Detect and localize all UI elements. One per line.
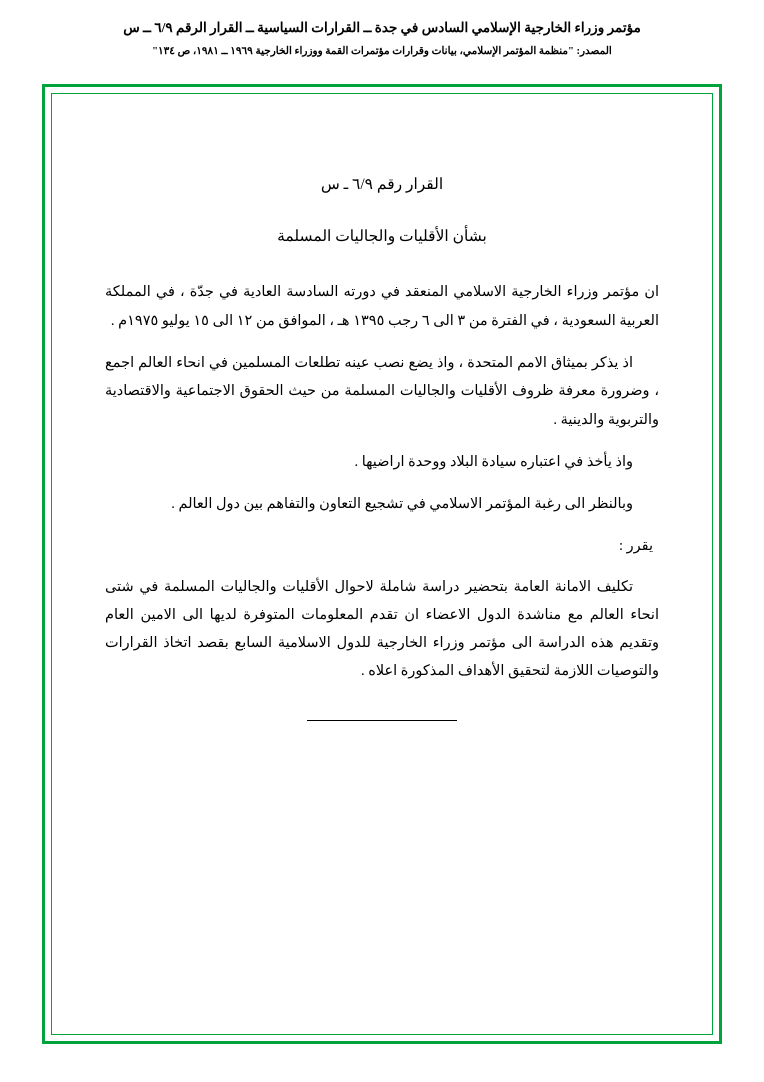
footer-divider [307, 720, 457, 721]
header-source: المصدر: "منظمة المؤتمر الإسلامي، بيانات وقرارات مؤتمرات القمة ووزراء الخارجية ١٩٦٩ ــ ١٩٨١، ص ١٣٤" [152, 46, 612, 58]
resolution-text: تكليف الامانة العامة بتحضير دراسة شاملة لاحوال الأقليات والجاليات المسلمة في شتى انحاء العالم مع مناشدة الدول الاعضاء ان تقدم المعلومات المتوفرة لديها الى الامين العام وتقديم هذه الدراسة الى مؤتمر وزراء الخارجية للدول الاسلامية السابع بقصد اتخاذ القرارات والتوصيات اللازمة لتحقيق الأهداف المذكورة اعلاه . [105, 578, 659, 680]
preamble-paragraph-1: ان مؤتمر وزراء الخارجية الاسلامي المنعقد في دورته السادسة العادية في جدّة ، في المملكة العربية السعودية ، في الفترة من ٣ الى ٦ رجب ١٣٩٥ هـ ، الموافق من ١٢ الى ١٥ يوليو ١٩٧٥م . [105, 284, 659, 329]
document-body [105, 170, 659, 721]
resolution-subject: بشأن الأقليات والجاليات المسلمة [277, 228, 487, 246]
resolution-number: القرار رقم ٦/٩ ـ س [320, 176, 444, 193]
decides-label: يقرر : [618, 538, 653, 555]
preamble-paragraph-2: اذ يذكر بميثاق الامم المتحدة ، واذ يضع نصب عينه تطلعات المسلمين في انحاء العالم اجمع ، وضرورة معرفة ظروف الأقليات والجاليات المسلمة من حيث الحقوق الاجتماعية والاقتصادية والتربوية والدينية . [105, 354, 659, 428]
header-title: مؤتمر وزراء الخارجية الإسلامي السادس في جدة ــ القرارات السياسية ــ القرار الرقم ٦/٩ ــ س [123, 20, 641, 35]
page-header [0, 0, 764, 61]
preamble-paragraph-3: واذ يأخذ في اعتباره سيادة البلاد ووحدة اراضيها . [354, 453, 633, 470]
preamble-paragraph-4: وبالنظر الى رغبة المؤتمر الاسلامي في تشجيع التعاون والتفاهم بين دول العالم . [171, 496, 633, 513]
